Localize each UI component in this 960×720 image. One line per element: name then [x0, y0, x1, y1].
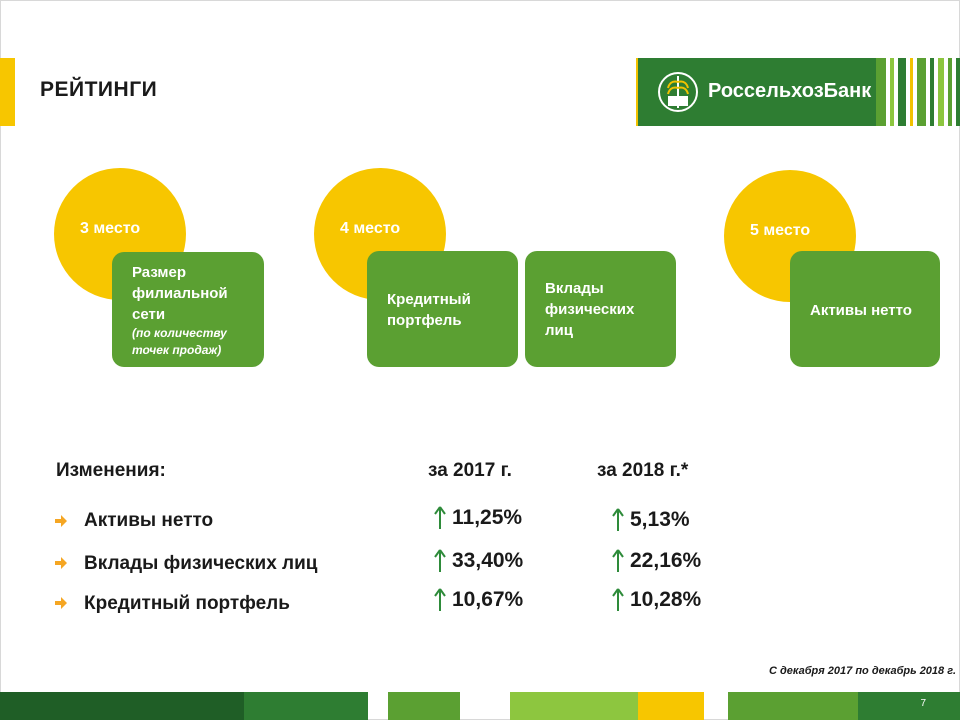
arrow-up-icon — [612, 588, 624, 612]
card-title-line: филиальной — [132, 285, 228, 302]
card-title-line: физических — [545, 301, 635, 318]
rating-card-branch-network — [112, 252, 264, 367]
footnote: С декабря 2017 по декабрь 2018 г. — [769, 665, 956, 677]
footer-bar — [244, 692, 368, 720]
arrow-up-icon — [434, 549, 446, 573]
wheat-emblem-icon — [656, 66, 700, 118]
footer-bar — [510, 692, 638, 720]
logo-background — [636, 58, 876, 126]
value-2018-net-assets — [612, 508, 690, 532]
arrow-bullet-icon — [54, 556, 68, 570]
footer-bar — [858, 692, 960, 720]
card-title-line: Вклады — [545, 280, 604, 297]
row-label-retail-deposits: Вклады физических лиц — [84, 553, 318, 574]
arrow-bullet-icon — [54, 596, 68, 610]
page-title: РЕЙТИНГИ — [40, 78, 158, 101]
card-title-line: сети — [132, 306, 166, 323]
value-2017-net-assets — [434, 506, 522, 530]
footer-bar — [388, 692, 460, 720]
arrow-bullet-icon — [54, 514, 68, 528]
rating-card-loan-portfolio — [367, 251, 518, 367]
place-label-1: 3 место — [80, 220, 141, 237]
logo-stripes — [876, 58, 960, 126]
arrow-up-icon — [434, 588, 446, 612]
row-label-net-assets: Активы нетто — [84, 510, 214, 531]
footer-bar — [0, 692, 244, 720]
title-accent-bar — [0, 58, 15, 126]
row-label-loan-portfolio: Кредитный портфель — [84, 593, 290, 614]
card-note-line: (по количеству — [132, 326, 227, 340]
card-note-line: точек продаж) — [132, 343, 222, 357]
card-title-line: Кредитный — [387, 291, 471, 308]
arrow-up-icon — [612, 549, 624, 573]
card-title-line: Размер — [132, 264, 187, 281]
column-header-2017: за 2017 г. — [428, 460, 512, 481]
rating-card-net-assets — [790, 251, 940, 367]
value-text: 11,25% — [452, 506, 523, 529]
arrow-up-icon — [612, 508, 624, 532]
value-text: 10,67% — [452, 588, 524, 611]
value-2018-loan-portfolio — [612, 588, 701, 612]
bank-name: РоссельхозБанк — [708, 80, 872, 102]
value-2018-retail-deposits — [612, 549, 701, 573]
value-text: 5,13% — [630, 508, 690, 531]
value-text: 22,16% — [630, 549, 702, 572]
value-text: 10,28% — [630, 588, 702, 611]
card-title-line: лиц — [545, 322, 573, 339]
column-header-2018: за 2018 г.* — [597, 460, 689, 481]
rating-card-retail-deposits — [525, 251, 676, 367]
value-2017-retail-deposits — [434, 549, 523, 573]
bank-logo — [632, 58, 960, 126]
arrow-up-icon — [434, 506, 446, 530]
place-label-3: 5 место — [750, 222, 811, 239]
value-2017-loan-portfolio — [434, 588, 523, 612]
value-text: 33,40% — [452, 549, 524, 572]
footer-bar — [638, 692, 704, 720]
place-label-2: 4 место — [340, 220, 401, 237]
card-title-line: портфель — [387, 312, 462, 329]
page-number: 7 — [920, 698, 926, 709]
changes-header: Изменения: — [56, 460, 166, 481]
footer-bar — [728, 692, 858, 720]
card-title-line: Активы нетто — [810, 302, 912, 319]
